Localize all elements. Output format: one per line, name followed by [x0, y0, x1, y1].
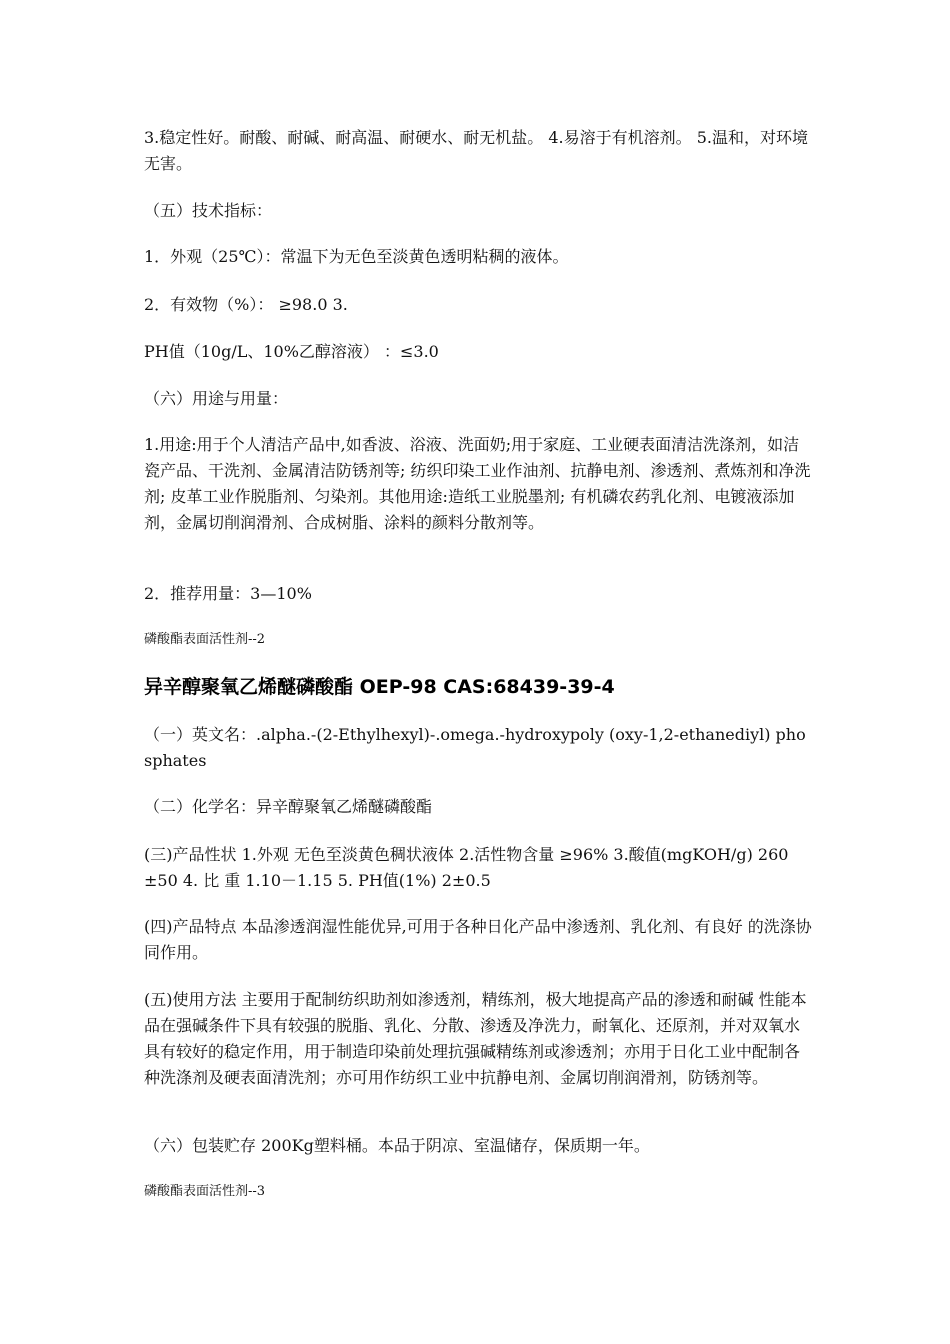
paragraph-features: (四)产品特点 本品渗透润湿性能优异,可用于各种日化产品中渗透剂、乳化剂、有良好 的洗涤协同作用。 — [144, 917, 812, 962]
section-label-3: 磷酸酯表面活性剂--3 — [144, 1184, 266, 1199]
paragraph-dosage: 2．推荐用量：3—10% — [144, 584, 312, 603]
paragraph-properties: (三)产品性状 1.外观 无色至淡黄色稠状液体 2.活性物含量 ≥96% 3.酸值(mgKOH/g) 260±50 4. 比 重 1.10－1.15 5. PH值(1%) 2±0.5 — [144, 845, 789, 890]
paragraph-packaging: （六）包装贮存 200Kg塑料桶。本品于阴凉、室温储存，保质期一年。 — [144, 1136, 650, 1155]
paragraph-ph-value: PH值（10g/L、10%乙醇溶液） ：≤3.0 — [144, 342, 439, 361]
paragraph-chemical-name: （二）化学名：异辛醇聚氧乙烯醚磷酸酯 — [144, 797, 433, 816]
paragraph-english-name: （一）英文名：.alpha.-(2-Ethylhexyl)-.omega.-hydroxypoly (oxy-1,2-ethanediyl) phosphates — [144, 725, 806, 770]
paragraph-active-content: 2．有效物（%）： ≥98.0 3. — [144, 295, 348, 314]
paragraph-usage-method: (五)使用方法 主要用于配制纺织助剂如渗透剂，精练剂，极大地提高产品的渗透和耐碱 性能本品在强碱条件下具有较强的脱脂、乳化、分散、渗透及净洗力，耐氧化、还原剂，并对双氧水具有较好的稳定作用，用于制造印染前处理抗强碱精练剂或渗透剂；亦用于日化工业中配制各种洗涤剂及硬表面清洗剂；亦可用作纺织工业中抗静电剂、金属切削润滑剂，防锈剂等。 — [144, 990, 807, 1087]
heading-usage-dosage: （六）用途与用量： — [144, 389, 289, 408]
paragraph-uses: 1.用途:用于个人清洁产品中,如香波、浴液、洗面奶;用于家庭、工业硬表面清洁洗涤剂，如洁瓷产品、干洗剂、金属清洁防锈剂等; 纺织印染工业作油剂、抗静电剂、渗透剂、煮炼剂和净洗剂; 皮革工业作脱脂剂、匀染剂。其他用途:造纸工业脱墨剂; 有机磷农药乳化剂、电镀液添加剂，金属切削润滑剂、合成树脂、涂料的颜料分散剂等。 — [144, 435, 811, 532]
section-label-2: 磷酸酯表面活性剂--2 — [144, 632, 266, 647]
product-title: 异辛醇聚氧乙烯醚磷酸酯 OEP-98 CAS:68439-39-4 — [144, 676, 615, 698]
paragraph-stability: 3.稳定性好。耐酸、耐碱、耐高温、耐硬水、耐无机盐。 4.易溶于有机溶剂。 5.温和，对环境无害。 — [144, 128, 808, 173]
paragraph-appearance: 1．外观（25℃）：常温下为无色至淡黄色透明粘稠的液体。 — [144, 247, 569, 266]
heading-technical-specs: （五）技术指标： — [144, 201, 273, 220]
